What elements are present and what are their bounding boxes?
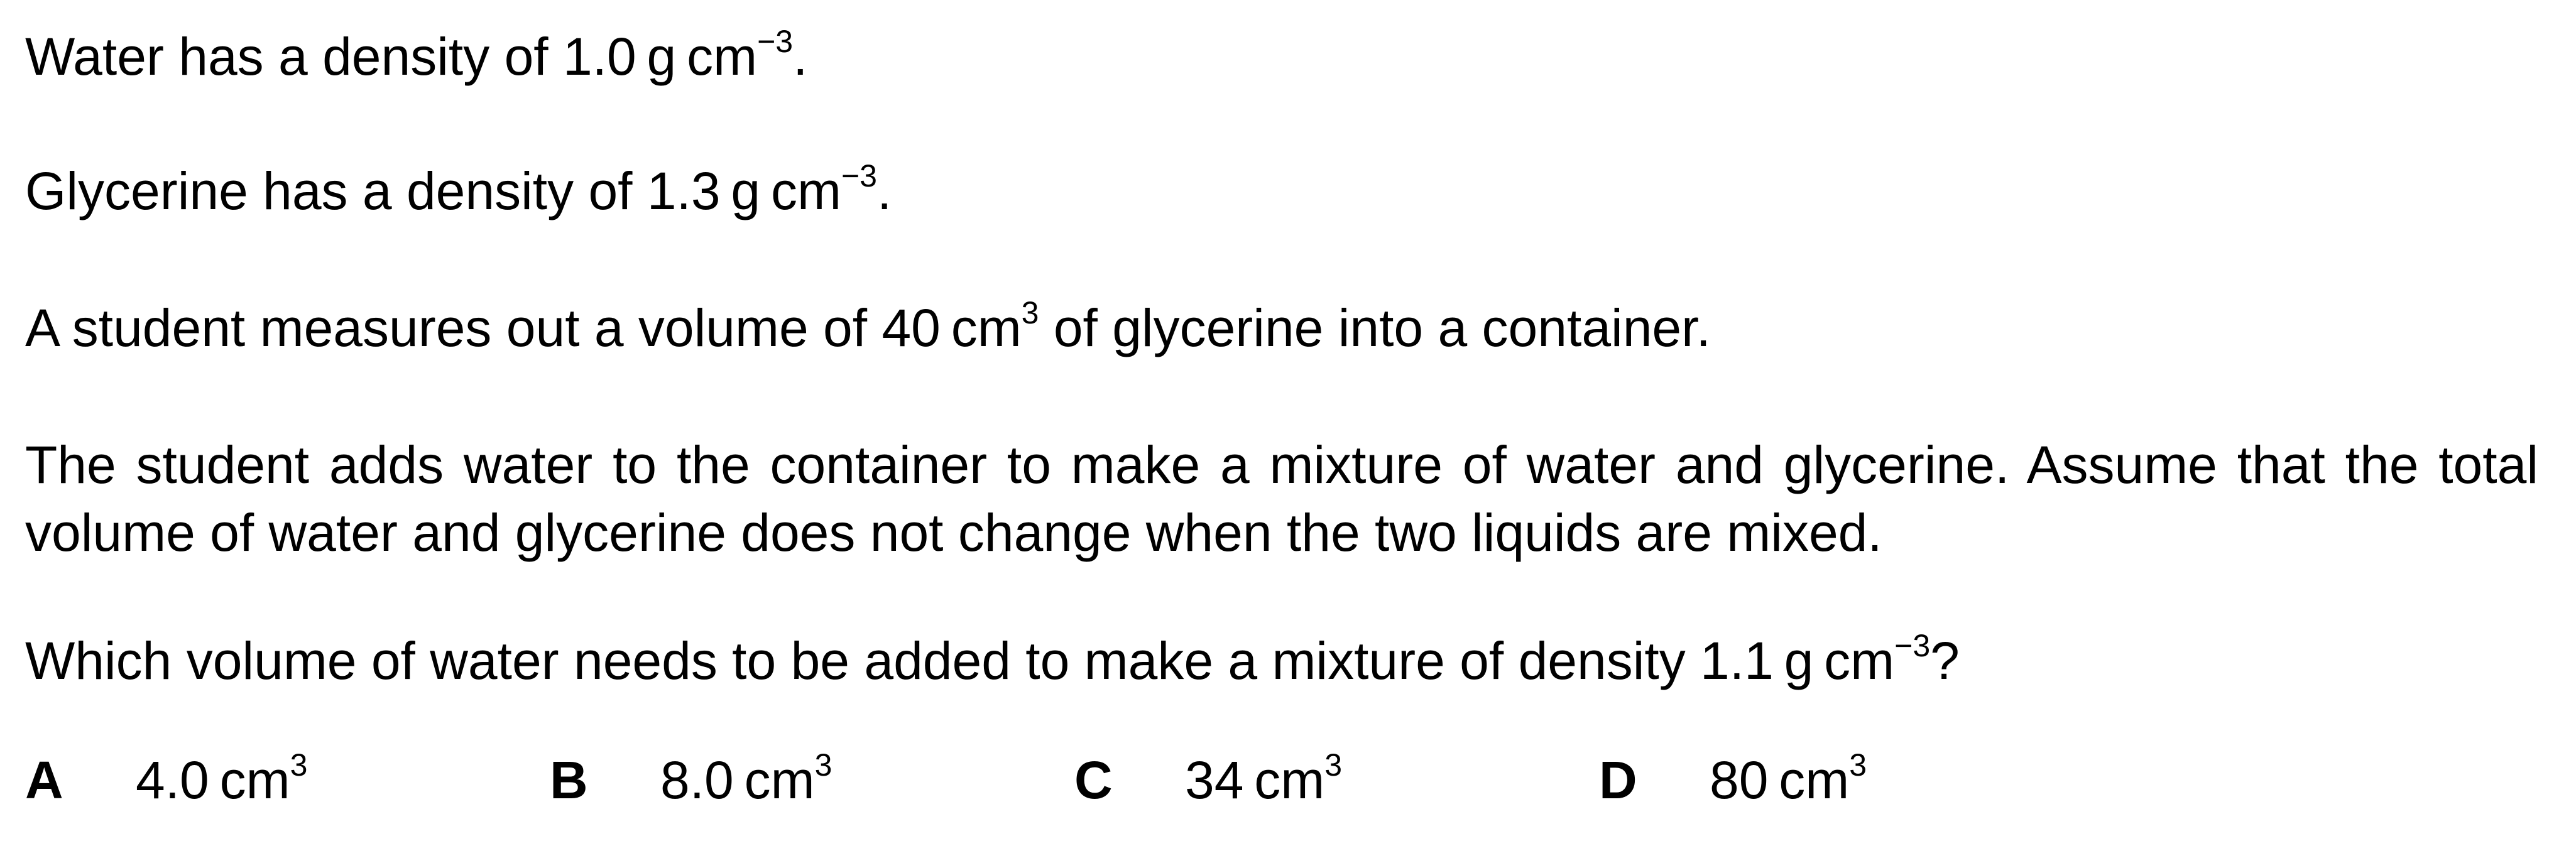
option-value: 80 cm <box>1710 751 1850 810</box>
option-d[interactable]: D 80 $cm^3$ <box>1599 747 1867 810</box>
option-value: 8.0 cm <box>660 751 815 810</box>
option-value: 4.0 cm <box>136 751 290 810</box>
option-b[interactable]: B 8.0 $cm^3$ <box>550 747 832 810</box>
statement-glycerine-volume: A student measures out a volume of 40 $cm^3$ of glycerine into a container. <box>25 295 1711 357</box>
option-c[interactable]: C 34 $cm^3$ <box>1074 747 1343 810</box>
statement-water-density: Water has a density of 1.0 g $cm^{-3}$. <box>25 24 808 86</box>
statement-glycerine-density: Glycerine has a density of 1.3 g $cm^{-3}$. <box>25 158 892 220</box>
statement-mixing-assumption: The student adds water to the container to make a mixture of water and glycerine. Assume that the total volume of water and glycerine does not change when the two liquids are mixed. <box>25 435 2538 562</box>
question-prompt: Which volume of water needs to be added to make a mixture of density 1.1 g $cm^{-3}$? <box>25 628 1960 690</box>
option-letter: B <box>550 751 588 810</box>
option-value: 34 cm <box>1185 751 1325 810</box>
option-letter: C <box>1074 751 1113 810</box>
option-letter: D <box>1599 751 1637 810</box>
option-a[interactable]: A 4.0 $cm^3$ <box>25 747 308 810</box>
option-letter: A <box>25 751 63 810</box>
